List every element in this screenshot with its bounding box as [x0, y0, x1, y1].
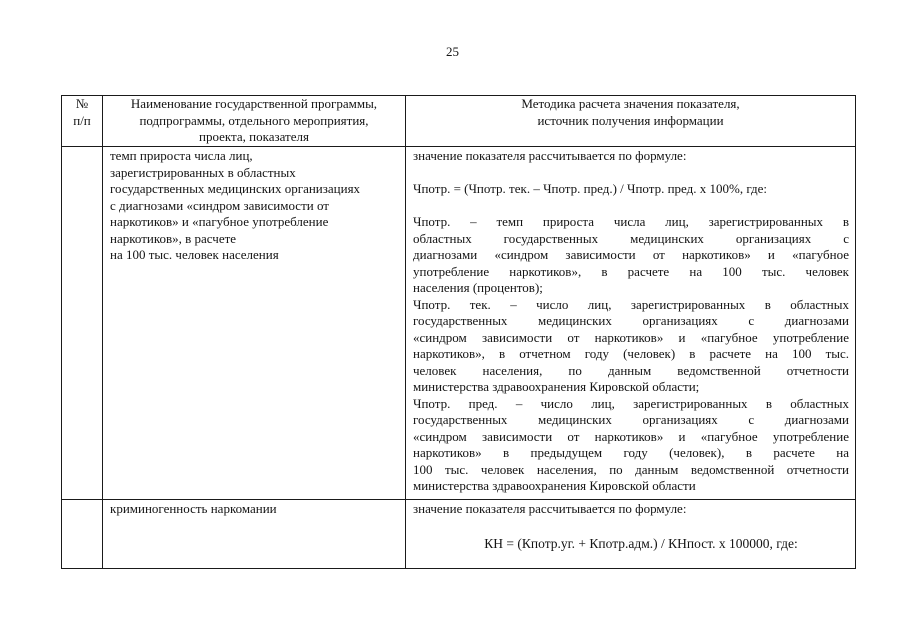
method-intro: значение показателя рассчитывается по формуле: [413, 148, 687, 163]
indicator-name-line: наркотиков» и «пагубное употребление [110, 214, 329, 229]
method-cell [406, 500, 856, 569]
definition-line: министерства здравоохранения Кировской области; [413, 379, 700, 394]
indicator-name-line: наркотиков», в расчете [110, 230, 237, 246]
table-row [62, 500, 856, 569]
page-number: 25 [446, 44, 459, 59]
formula: Чпотр. = (Чпотр. тек. – Чпотр. пред.) / Чпотр. пред. х 100%, где: [413, 181, 768, 196]
indicator-name-line: темп прироста числа лиц, [110, 148, 253, 163]
definition-line: диагнозами «синдром зависимости от наркотиков» и «пагубное [413, 247, 849, 262]
method-cell [406, 147, 856, 500]
definition-line: государственных медицинских организациях с диагнозами [413, 313, 849, 328]
definition-line: «синдром зависимости от наркотиков» и «пагубное употребление [413, 329, 849, 345]
definition-line: Чпотр. пред. – число лиц, зарегистрированных в областных [413, 395, 849, 411]
indicator-name-cell [103, 147, 406, 500]
indicator-name-line: криминогенность наркомании [110, 501, 277, 516]
header-name-line: проекта, показателя [199, 129, 309, 144]
indicator-name-line: с диагнозами «синдром зависимости от [110, 197, 329, 213]
definition-line: «синдром зависимости от наркотиков» и «пагубное употребление [413, 428, 849, 444]
definition-line: наркотиков», в отчетном году (человек) в расчете на 100 тыс. [413, 346, 849, 361]
table-row [62, 147, 856, 500]
table-header-row [62, 96, 856, 147]
header-name-line: подпрограммы, отдельного мероприятия, [139, 112, 369, 128]
definition-line: употребление наркотиков», в расчете на 100 тыс. человек [413, 263, 849, 279]
header-number-cell [62, 96, 103, 147]
indicator-table [61, 95, 856, 569]
header-name-cell [103, 96, 406, 147]
indicator-name-line: государственных медицинских организациях [110, 181, 361, 196]
method-intro: значение показателя рассчитывается по формуле: [413, 501, 687, 516]
indicator-name-cell [103, 500, 406, 569]
definition-line: министерства здравоохранения Кировской области [413, 478, 696, 493]
row-number-cell [62, 147, 103, 500]
definition-line: человек населения, по данным ведомственной отчетности [413, 362, 849, 378]
header-number-line: п/п [73, 112, 91, 128]
header-name-line: Наименование государственной программы, [130, 96, 378, 111]
definition-line: Чпотр. – темп прироста числа лиц, зарегистрированных в [413, 214, 849, 229]
indicator-name-line: на 100 тыс. человек населения [110, 247, 279, 262]
header-method-line: Методика расчета значения показателя, [521, 96, 740, 111]
definition-line: 100 тыс. человек населения, по данным ведомственной отчетности [413, 461, 849, 477]
header-method-cell [406, 96, 856, 147]
definition-line: населения (процентов); [413, 280, 543, 295]
definition-line: государственных медицинских организациях с диагнозами [413, 412, 849, 427]
header-method-line: источник получения информации [537, 112, 724, 128]
indicator-name-line: зарегистрированных в областных [110, 164, 296, 180]
formula: КН = (Кпотр.уг. + Кпотр.адм.) / КНпост. х 100000, где: [484, 535, 798, 551]
row-number-cell [62, 500, 103, 569]
definition-line: областных государственных медицинских организациях с [413, 230, 849, 246]
header-number-line: № [75, 96, 89, 111]
definition-line: Чпотр. тек. – число лиц, зарегистрированных в областных [413, 296, 849, 312]
definition-line: наркотиков» в предыдущем году (человек), в расчете на [413, 445, 849, 460]
